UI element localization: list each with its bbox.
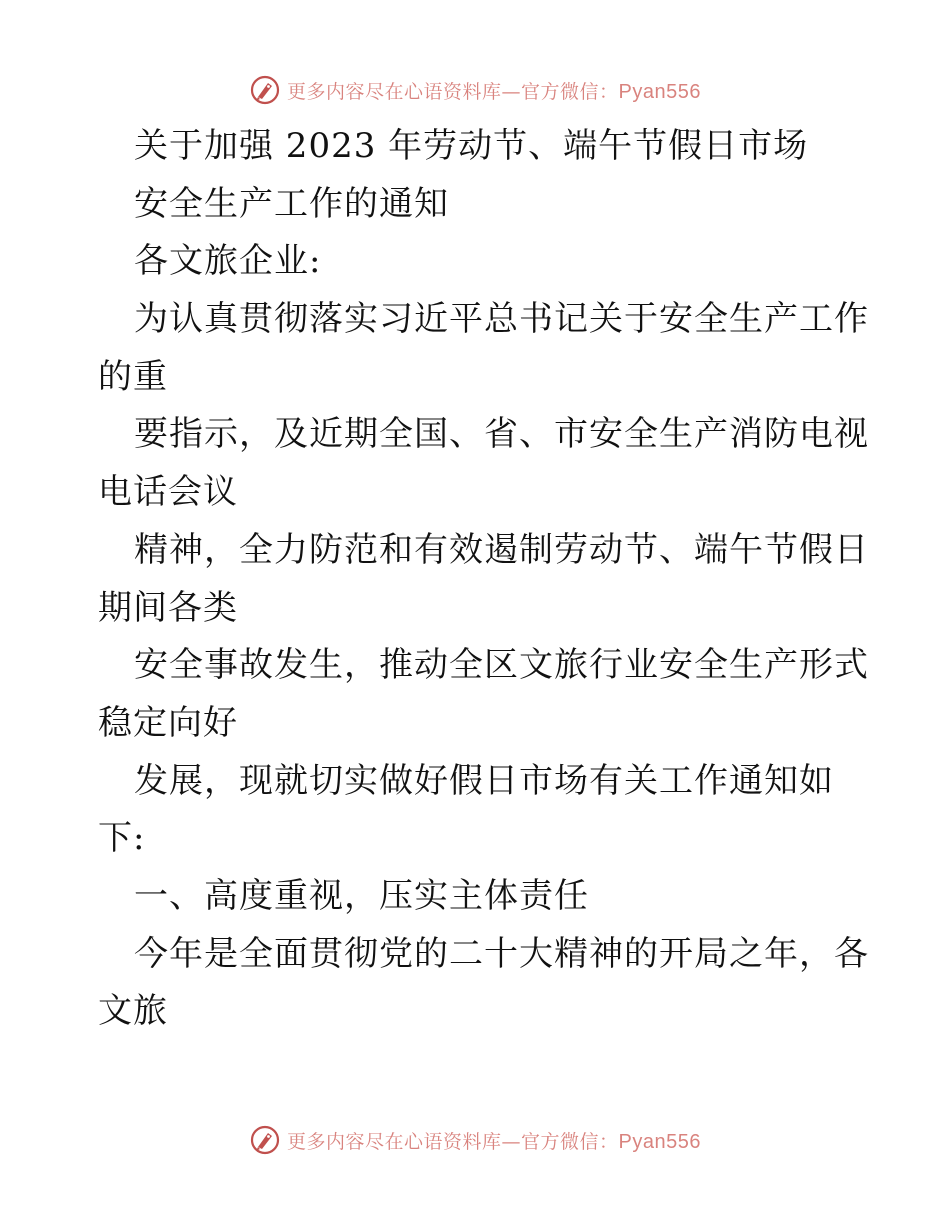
watermark-wechat-id: Pyan556 (618, 1130, 701, 1153)
document-text-line: 电话会议 (98, 472, 238, 513)
document-text-line: 发展，现就切实做好假日市场有关工作通知如 (134, 760, 834, 801)
watermark-text: 更多内容尽在心语资料库—官方微信： (287, 1130, 619, 1153)
document-title-line: 安全生产工作的通知 (134, 183, 449, 224)
document-text-line: 一、高度重视，压实主体责任 (134, 875, 589, 916)
document-text-line: 文旅 (98, 991, 168, 1032)
document-text-line: 各文旅企业: (134, 241, 322, 282)
footer-watermark (0, 1120, 950, 1160)
document-text-line: 精神，全力防范和有效遏制劳动节、端午节假日 (134, 529, 869, 570)
document-text-line: 稳定向好 (98, 702, 238, 743)
document-text-line: 今年是全面贯彻党的二十大精神的开局之年，各 (134, 933, 869, 974)
document-body (98, 118, 868, 1041)
pen-nib-logo-icon (249, 74, 281, 106)
document-text-line: 的重 (98, 356, 168, 397)
document-text-line: 为认真贯彻落实习近平总书记关于安全生产工作 (134, 299, 869, 340)
header-watermark (0, 70, 950, 110)
document-title-line: 关于加强 2023 年劳动节、端午节假日市场 (134, 126, 809, 166)
pen-nib-logo-icon (249, 1124, 281, 1156)
document-text-line: 要指示，及近期全国、省、市安全生产消防电视 (134, 414, 869, 455)
watermark-wechat-id: Pyan556 (618, 80, 701, 103)
watermark-text: 更多内容尽在心语资料库—官方微信： (287, 80, 619, 103)
document-text-line: 安全事故发生，推动全区文旅行业安全生产形式 (134, 645, 869, 686)
document-text-line: 下: (98, 818, 146, 859)
document-text-line: 期间各类 (98, 587, 238, 628)
